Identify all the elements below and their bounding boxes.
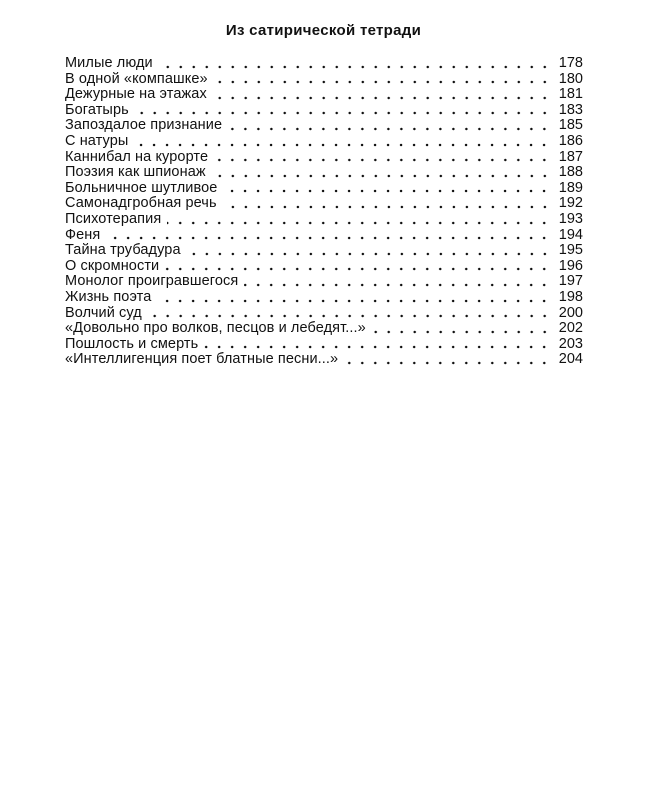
toc-entry-page: 186 [558,132,583,149]
toc-dot-leader [214,72,551,84]
toc-entry-page: 195 [558,242,583,259]
toc-dot-leader [159,57,551,69]
toc-dot-leader [228,119,551,131]
toc-entry-title: Волчий суд [65,304,142,321]
toc-entry-page: 202 [558,320,583,337]
toc-entry-title: Дежурные на этажах [65,86,207,103]
toc-entry-page: 196 [558,257,583,274]
toc-entry-title: Жизнь поэта [65,288,152,305]
toc-entry-page: 203 [558,335,583,352]
toc-entry-page: 193 [558,210,583,227]
toc-entry [65,165,583,181]
toc-entry-title: С натуры [65,132,129,149]
section-title: Из сатирической тетради [225,22,422,39]
toc-dot-leader [372,322,551,334]
toc-entry [65,72,583,88]
toc-dot-leader [244,275,551,287]
toc-entry [65,228,583,244]
toc-entry-title: Запоздалое признание [65,117,223,134]
toc-entry-title: Поэзия как шпионаж [65,164,206,181]
toc-entry-page: 180 [558,70,583,87]
toc-entry-page: 178 [558,55,583,71]
toc-entry [65,118,583,134]
toc-entry-title: Каннибал на курорте [65,148,209,165]
toc-dot-leader [212,166,551,178]
toc-entry [65,274,583,290]
table-of-contents [65,56,583,368]
toc-entry-page: 198 [558,288,583,305]
toc-entry [65,134,583,150]
toc-entry-page: 194 [558,226,583,243]
toc-entry-title: Тайна трубадура [65,242,181,259]
toc-dot-leader [214,150,551,162]
toc-dot-leader [148,306,551,318]
toc-entry-title: Богатырь [65,101,129,118]
toc-entry-page: 197 [558,273,583,290]
toc-entry [65,150,583,166]
toc-dot-leader [223,181,551,193]
toc-entry-page: 183 [558,101,583,118]
toc-dot-leader [204,337,551,349]
toc-entry [65,181,583,197]
toc-dot-leader [157,291,551,303]
toc-entry-page: 188 [558,164,583,181]
toc-dot-leader [344,353,551,365]
toc-dot-leader [134,135,551,147]
toc-dot-leader [165,259,551,271]
toc-dot-leader [135,103,551,115]
toc-entry-title: «Довольно про волков, песцов и лебедят...» [65,320,366,337]
toc-dot-leader [106,228,551,240]
toc-entry-page: 200 [558,304,583,321]
toc-entry [65,290,583,306]
toc-entry [65,259,583,275]
toc-entry [65,306,583,322]
toc-entry-page: 189 [558,179,583,196]
toc-entry-page: 192 [558,195,583,212]
toc-dot-leader [223,197,551,209]
toc-entry-title: «Интеллигенция поет блатные песни...» [65,351,339,368]
toc-entry-title: Самонадгробная речь [65,195,217,212]
toc-entry [65,56,583,72]
toc-entry [65,196,583,212]
toc-entry-title: Больничное шутливое [65,179,218,196]
toc-entry-title: Милые люди [65,55,153,71]
toc-entry-page: 187 [558,148,583,165]
toc-entry-title: Пошлость и смерть [65,335,199,352]
toc-entry-title: Психотерапия [65,210,162,227]
toc-entry [65,212,583,228]
toc-entry-title: Феня [65,226,101,243]
toc-entry [65,103,583,119]
toc-entry-title: Монолог проигравшегося [65,273,239,290]
toc-entry [65,87,583,103]
toc-entry-title: В одной «компашке» [65,70,208,87]
toc-entry-page: 204 [558,351,583,368]
toc-entry-page: 185 [558,117,583,134]
toc-dot-leader [167,213,551,225]
toc-entry [65,243,583,259]
toc-entry [65,352,583,368]
toc-entry-page: 181 [558,86,583,103]
toc-entry [65,321,583,337]
toc-dot-leader [213,88,551,100]
toc-entry [65,337,583,353]
toc-dot-leader [187,244,551,256]
toc-entry-title: О скромности [65,257,160,274]
